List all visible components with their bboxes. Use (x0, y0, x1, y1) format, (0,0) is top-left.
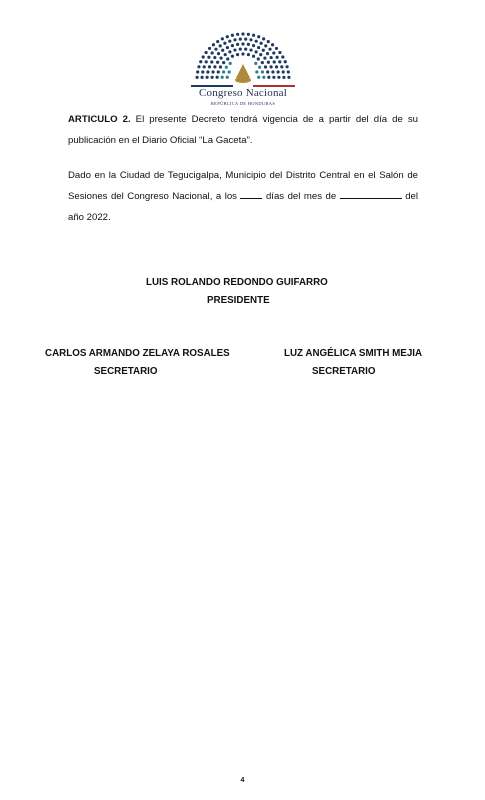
emblem-dot (205, 51, 208, 54)
emblem-dot (282, 76, 285, 79)
emblem-dot (231, 44, 234, 47)
emblem-dot (262, 49, 265, 52)
emblem-dot (213, 65, 216, 68)
emblem-dot (197, 65, 200, 68)
emblem-dot (223, 42, 226, 45)
coat-of-arms-base (235, 77, 251, 83)
emblem-dot (252, 55, 255, 58)
emblem-dot (211, 51, 214, 54)
emblem-dot (241, 32, 244, 35)
emblem-dot (222, 70, 225, 73)
emblem-dot (217, 70, 220, 73)
emblem-dot (216, 76, 219, 79)
emblem-dot (205, 60, 208, 63)
emblem-dot (275, 47, 278, 50)
emblem-dot (287, 70, 290, 73)
president-name: LUIS ROLANDO REDONDO GUIFARRO (146, 277, 328, 288)
emblem-dot (257, 57, 260, 60)
emblem-dot (271, 70, 274, 73)
emblem-dot (287, 76, 290, 79)
emblem-dot (241, 52, 244, 55)
emblem-dot (270, 65, 273, 68)
emblem-dot (241, 42, 244, 45)
emblem-dot (228, 40, 231, 43)
emblem-dot (239, 48, 242, 51)
emblem-dot (252, 34, 255, 37)
emblem-dot (257, 76, 260, 79)
emblem-dot (277, 70, 280, 73)
emblem-dot (213, 56, 216, 59)
emblem-dot (206, 70, 209, 73)
emblem-dot (217, 52, 220, 55)
emblem-dot (278, 51, 281, 54)
emblem-dot (255, 40, 258, 43)
emblem-dot (272, 51, 275, 54)
emblem-dot (200, 76, 203, 79)
emblem-dot (247, 53, 250, 56)
emblem-dot (280, 65, 283, 68)
emblem-dot (281, 55, 284, 58)
emblem-dot (284, 60, 287, 63)
secretary-1-title: SECRETARIO (94, 366, 158, 377)
emblem-dot (247, 43, 250, 46)
emblem-dot (226, 35, 229, 38)
emblem-dot (257, 46, 260, 49)
emblem-dot (239, 37, 242, 40)
emblem-dot (260, 42, 263, 45)
emblem-dot (261, 70, 264, 73)
page-number: 4 (240, 777, 245, 784)
given-paragraph (68, 165, 418, 228)
emblem-dot (275, 65, 278, 68)
president-title: PRESIDENTE (207, 295, 270, 306)
emblem-dot (219, 65, 222, 68)
emblem-dot (212, 43, 215, 46)
emblem-dot (226, 57, 229, 60)
emblem-dot (262, 37, 265, 40)
emblem-dot (211, 76, 214, 79)
emblem-dot (214, 48, 217, 51)
congress-logo (183, 28, 303, 112)
emblem-dot (266, 52, 269, 55)
emblem-dot (268, 48, 271, 51)
emblem-dot (244, 48, 247, 51)
emblem-dot (275, 56, 278, 59)
emblem-dot (195, 76, 198, 79)
emblem-dot (210, 60, 213, 63)
emblem-dot (255, 50, 258, 53)
emblem-dot (270, 56, 273, 59)
emblem-dot (216, 61, 219, 64)
emblem-dot (222, 61, 225, 64)
emblem-dot (249, 48, 252, 51)
emblem-dot (271, 43, 274, 46)
emblem-dot (282, 70, 285, 73)
emblem-dot (206, 76, 209, 79)
emblem-dot (244, 37, 247, 40)
given-text-part1: Dado en la Ciudad de Tegucigalpa, Municipio del Distrito Central en el Salón de Sesiones del Congreso Nacional, a los (68, 170, 418, 202)
emblem-dot (236, 43, 239, 46)
emblem-dot (201, 70, 204, 73)
emblem-dot (261, 61, 264, 64)
emblem-dot (226, 46, 229, 49)
article-text: El presente Decreto tendrá vigencia de a partir del día de su publicación en el Diario Oficial “La Gaceta”. (68, 114, 418, 146)
emblem-dot (221, 76, 224, 79)
emblem-dot (221, 49, 224, 52)
emblem-dot (254, 62, 257, 65)
emblem-dot (259, 53, 262, 56)
emblem-dot (221, 37, 224, 40)
secretary-1-name: CARLOS ARMANDO ZELAYA ROSALES (45, 348, 230, 359)
emblem-dot (266, 70, 269, 73)
emblem-dot (208, 47, 211, 50)
emblem-dot (278, 60, 281, 63)
article-label: ARTICULO 2. (68, 114, 131, 125)
emblem-dot (252, 44, 255, 47)
coat-of-arms-icon (236, 64, 250, 78)
logo-title: Congreso Nacional (198, 87, 288, 99)
emblem-dot (258, 66, 261, 69)
emblem-dot (249, 38, 252, 41)
secretary-2-title: SECRETARIO (312, 366, 376, 377)
emblem-dot (229, 62, 232, 65)
emblem-dot (203, 65, 206, 68)
emblem-dot (233, 48, 236, 51)
emblem-dot (207, 56, 210, 59)
emblem-dot (285, 65, 288, 68)
secretary-2-name: LUZ ANGÉLICA SMITH MEJIA (284, 348, 423, 359)
emblem-dot (257, 35, 260, 38)
given-text-part3: del año 2022. (68, 191, 419, 223)
emblem-dot (225, 66, 228, 69)
logo-subtitle: REPÚBLICA DE HONDURAS (210, 101, 276, 106)
emblem-dot (199, 60, 202, 63)
emblem-dot (255, 70, 258, 73)
emblem-dot (267, 76, 270, 79)
month-blank-line (340, 189, 402, 199)
emblem-dot (277, 76, 280, 79)
emblem-dot (267, 40, 270, 43)
emblem-dot (247, 33, 250, 36)
emblem-dot (231, 34, 234, 37)
emblem-dot (224, 53, 227, 56)
emblem-dot (236, 53, 239, 56)
emblem-dot (208, 65, 211, 68)
emblem-dot (216, 40, 219, 43)
given-text-part2: días del mes de (262, 191, 340, 202)
emblem-dot (196, 70, 199, 73)
emblem-dot (272, 76, 275, 79)
emblem-dot (267, 61, 270, 64)
emblem-dot (211, 70, 214, 73)
article-2-paragraph (68, 109, 418, 151)
emblem-dot (219, 56, 222, 59)
emblem-dot (264, 44, 267, 47)
emblem-dot (264, 65, 267, 68)
emblem-dot (231, 55, 234, 58)
emblem-dot (263, 56, 266, 59)
hemicycle-emblem-icon (183, 28, 303, 88)
emblem-dot (236, 33, 239, 36)
emblem-dot (233, 38, 236, 41)
emblem-dot (219, 44, 222, 47)
emblem-dot (228, 70, 231, 73)
emblem-dot (262, 76, 265, 79)
emblem-dot (273, 60, 276, 63)
emblem-dot (226, 76, 229, 79)
day-blank-line (240, 189, 262, 199)
emblem-dot (228, 50, 231, 53)
emblem-dot (202, 55, 205, 58)
